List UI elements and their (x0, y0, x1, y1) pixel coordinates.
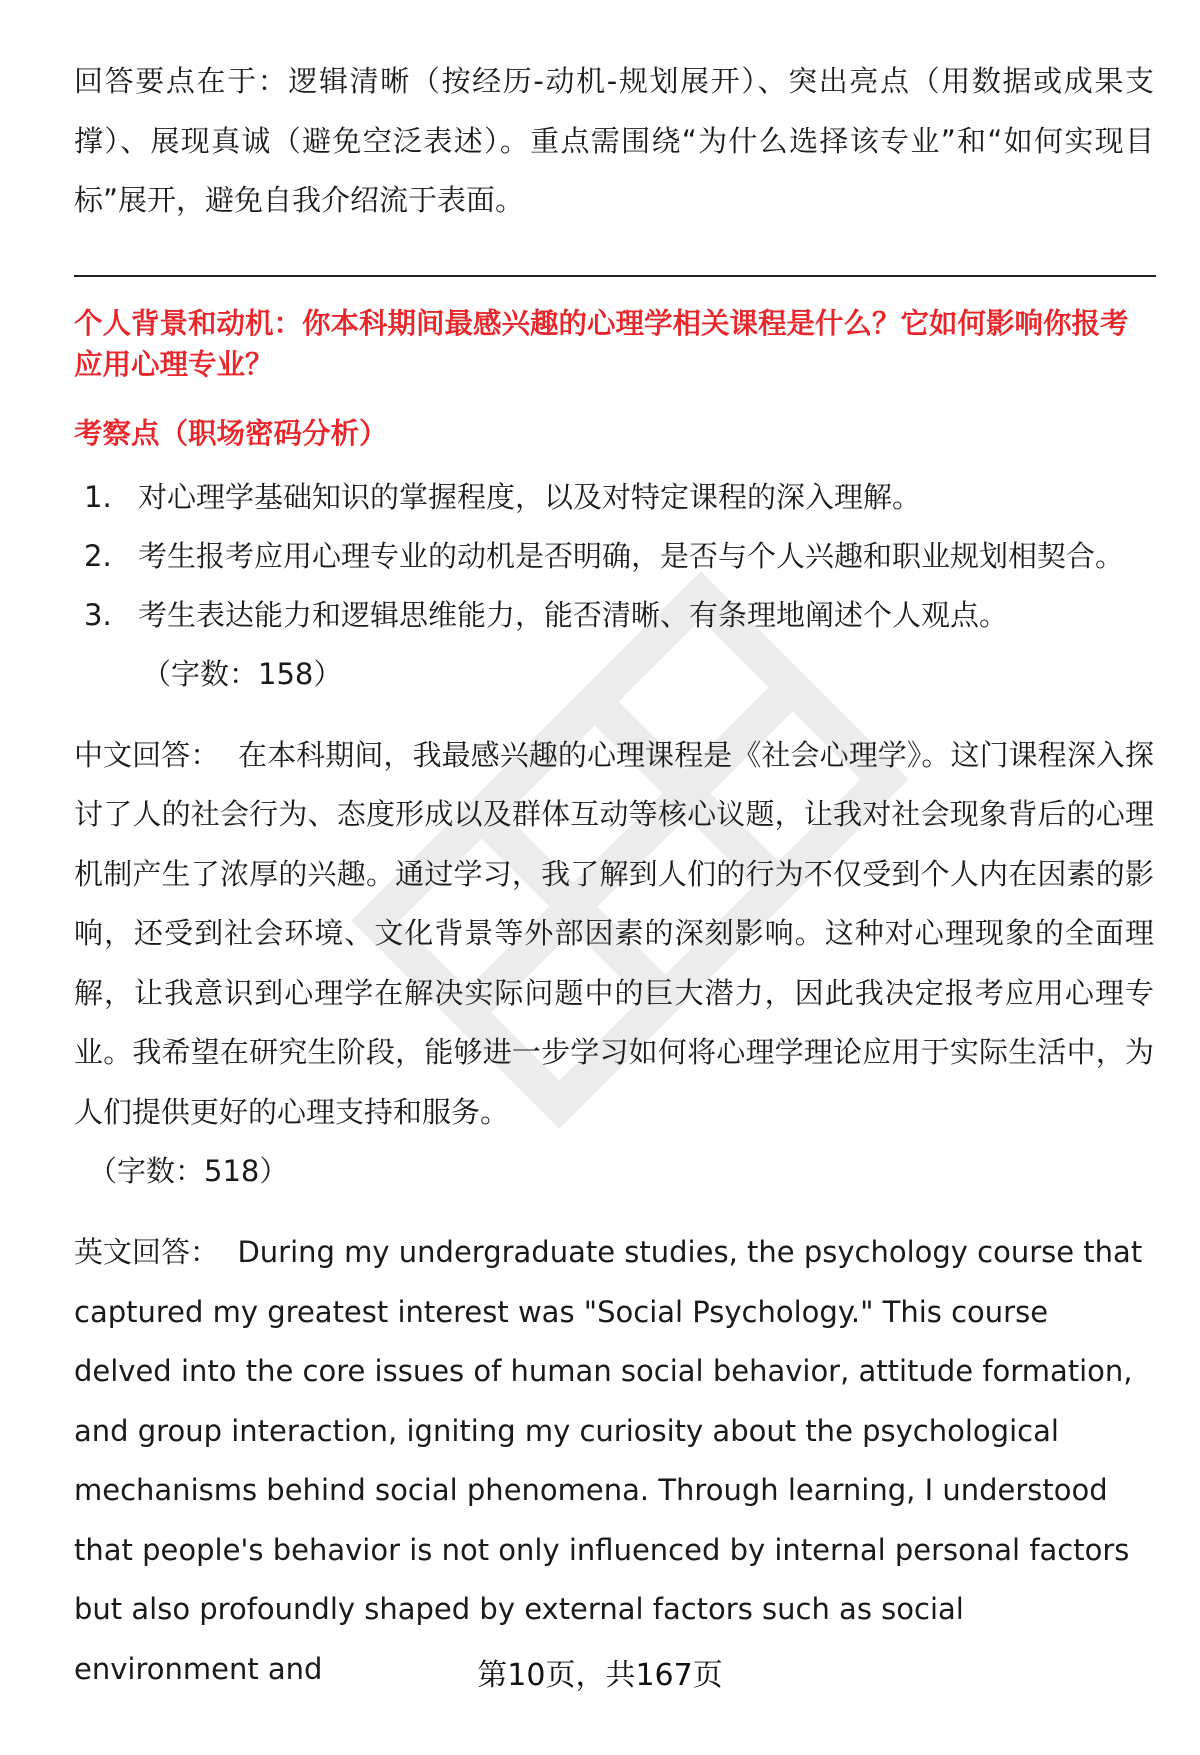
chinese-answer-label: 中文回答： (74, 737, 220, 772)
list-item (84, 527, 1154, 586)
list-item-text: 考生报考应用心理专业的动机是否明确，是否与个人兴趣和职业规划相契合。 (138, 538, 1125, 573)
list-item-number: 3. (84, 597, 112, 632)
section-heading: 考察点（职场密码分析） (74, 416, 388, 450)
english-answer (74, 1223, 1154, 1699)
section-divider (74, 275, 1156, 277)
english-answer-text: During my undergraduate studies, the psychology course that captured my greatest interest was "Social Psychology." This course delved into the core issues of human social behavior, attitude formation, and group interaction, igniting my curiosity about the psychological mechanisms behind social phenomena. Through learning, I understood that people's behavior is not only influenced by internal personal factors but also profoundly shaped by external factors such as social environment and (74, 1235, 1143, 1686)
chinese-answer-word-count: （字数：518） (88, 1154, 289, 1188)
points-word-count: （字数：158） (142, 656, 343, 691)
assessment-points-list (74, 468, 1154, 645)
list-item-text: 考生表达能力和逻辑思维能力，能否清晰、有条理地阐述个人观点。 (138, 597, 1009, 632)
list-item-text: 对心理学基础知识的掌握程度，以及对特定课程的深入理解。 (138, 479, 922, 514)
list-item (84, 468, 1154, 527)
list-item-number: 2. (84, 538, 112, 573)
list-item-number: 1. (84, 479, 112, 514)
list-item (84, 586, 1154, 645)
intro-paragraph: 回答要点在于：逻辑清晰（按经历-动机-规划展开）、突出亮点（用数据或成果支撑）、展现真诚（避免空泛表述）。重点需围绕“为什么选择该专业”和“如何实现目标”展开，避免自我介绍流于表面。 (74, 64, 1154, 217)
page-footer: 第10页，共167页 (477, 1658, 723, 1693)
english-answer-label: 英文回答： (74, 1235, 220, 1269)
question-title: 个人背景和动机：你本科期间最感兴趣的心理学相关课程是什么？它如何影响你报考应用心理专业？ (74, 306, 1129, 381)
chinese-answer-text: 在本科期间，我最感兴趣的心理课程是《社会心理学》。这门课程深入探讨了人的社会行为、态度形成以及群体互动等核心议题，让我对社会现象背后的心理机制产生了浓厚的兴趣。通过学习，我了解到人们的行为不仅受到个人内在因素的影响，还受到社会环境、文化背景等外部因素的深刻影响。这种对心理现象的全面理解，让我意识到心理学在解决实际问题中的巨大潜力，因此我决定报考应用心理专业。我希望在研究生阶段，能够进一步学习如何将心理学理论应用于实际生活中，为人们提供更好的心理支持和服务。 (74, 737, 1154, 1129)
page-content (74, 52, 1154, 1699)
chinese-answer (74, 726, 1154, 1143)
